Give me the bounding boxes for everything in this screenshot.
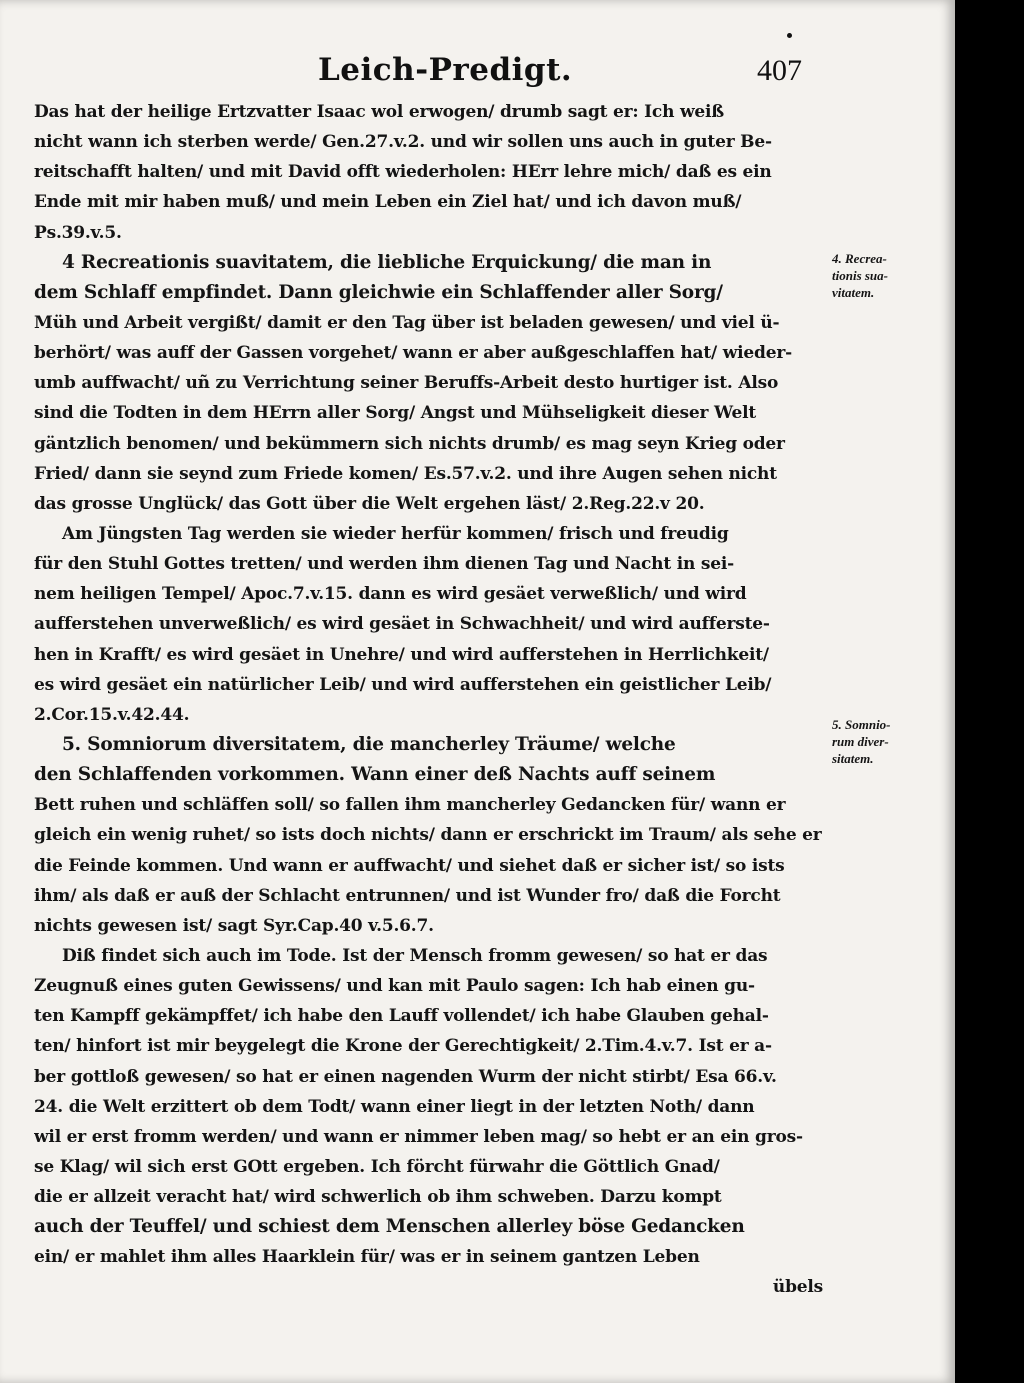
text-line: Bett ruhen und schläffen soll/ so fallen ihm mancherley Gedancken für/ wann er [34, 795, 786, 816]
text-line: auch der Teuffel/ und schiest dem Menschen allerley böse Gedancken [34, 1216, 745, 1238]
text-line: den Schlaffenden vorkommen. Wann einer deß Nachts auff seinem [34, 764, 716, 786]
text-line: die Feinde kommen. Und wann er auffwacht/ und siehet daß er sicher ist/ so ists [34, 855, 785, 876]
catchword: übels [772, 1277, 823, 1298]
text-line: nem heiligen Tempel/ Apoc.7.v.15. dann es wird gesäet verweßlich/ und wird [34, 584, 747, 605]
text-line: gäntzlich benomen/ und bekümmern sich nichts drumb/ es mag seyn Krieg oder [34, 433, 785, 454]
text-line: 4 Recreationis suavitatem, die liebliche Erquickung/ die man in [62, 251, 712, 273]
text-line: ber gottloß gewesen/ so hat er einen nagenden Wurm der nicht stirbt/ Esa 66.v. [34, 1066, 777, 1087]
text-line: Das hat der heilige Ertzvatter Isaac wol erwogen/ drumb sagt er: Ich weiß [34, 102, 724, 122]
text-line: Am Jüngsten Tag werden sie wieder herfür kommen/ frisch und freudig [62, 523, 729, 544]
margin-note-recreationis [832, 250, 932, 301]
margin-note-line: tionis sua- [832, 268, 888, 283]
text-line: aufferstehen unverweßlich/ es wird gesäet in Schwachheit/ und wird aufferste- [34, 614, 770, 635]
text-line: für den Stuhl Gottes tretten/ und werden ihm dienen Tag und Nacht in sei- [34, 554, 734, 575]
text-line: dem Schlaff empfindet. Dann gleichwie ein Schlaffender aller Sorg/ [34, 281, 723, 303]
text-line: se Klag/ wil sich erst GOtt ergeben. Ich förcht fürwahr die Göttlich Gnad/ [34, 1156, 720, 1177]
margin-note-line: 5. Somnio- [832, 717, 891, 732]
text-line: Ps.39.v.5. [34, 222, 122, 243]
text-line: ten Kampff gekämpffet/ ich habe den Lauff vollendet/ ich habe Glauben gehal- [34, 1006, 769, 1027]
text-line: gleich ein wenig ruhet/ so ists doch nichts/ dann er erschrickt im Traum/ als sehe er [34, 825, 822, 846]
text-line: 2.Cor.15.v.42.44. [34, 704, 190, 725]
running-head: Leich-Predigt. [318, 52, 573, 88]
margin-note-line: rum diver- [832, 734, 889, 749]
text-line: nichts gewesen ist/ sagt Syr.Cap.40 v.5.6.7. [34, 915, 434, 936]
text-line: Müh und Arbeit vergißt/ damit er den Tag über ist beladen gewesen/ und viel ü- [34, 312, 780, 333]
page-number: 407 [757, 54, 802, 87]
page-header [0, 52, 955, 92]
text-line: ihm/ als daß er auß der Schlacht entrunnen/ und ist Wunder fro/ daß die Forcht [34, 885, 781, 906]
body-text [34, 97, 829, 1303]
text-line: Zeugnuß eines guten Gewissens/ und kan mit Paulo sagen: Ich hab einen gu- [34, 976, 755, 997]
margin-note-line: sitatem. [832, 751, 874, 766]
margin-note-line: vitatem. [832, 285, 875, 300]
text-line: nicht wann ich sterben werde/ Gen.27.v.2. und wir sollen uns auch in guter Be- [34, 132, 772, 153]
text-line: es wird gesäet ein natürlicher Leib/ und wird aufferstehen ein geistlicher Leib/ [34, 674, 772, 695]
margin-note-line: 4. Recrea- [832, 251, 887, 266]
text-line: sind die Todten in dem HErrn aller Sorg/ Angst und Mühseligkeit dieser Welt [34, 403, 757, 424]
text-line: Fried/ dann sie seynd zum Friede komen/ Es.57.v.2. und ihre Augen sehen nicht [34, 463, 777, 484]
text-line: Diß findet sich auch im Tode. Ist der Mensch fromm gewesen/ so hat er das [62, 945, 768, 966]
text-line: 24. die Welt erzittert ob dem Todt/ wann einer liegt in der letzten Noth/ dann [34, 1096, 755, 1117]
text-line: hen in Krafft/ es wird gesäet in Unehre/ und wird aufferstehen in Herrlichkeit/ [34, 644, 769, 665]
text-line: ein/ er mahlet ihm alles Haarklein für/ was er in seinem gantzen Leben [34, 1247, 700, 1268]
text-line: Ende mit mir haben muß/ und mein Leben ein Ziel hat/ und ich davon muß/ [34, 192, 742, 213]
text-line: 5. Somniorum diversitatem, die mancherley Träume/ welche [62, 733, 676, 755]
text-line: berhört/ was auff der Gassen vorgehet/ wann er aber außgeschlaffen hat/ wieder- [34, 343, 792, 364]
margin-note-somniorum [832, 716, 932, 767]
text-line: das grosse Unglück/ das Gott über die Welt ergehen läst/ 2.Reg.22.v 20. [34, 493, 705, 514]
text-line: die er allzeit veracht hat/ wird schwerlich ob ihm schweben. Darzu kompt [34, 1187, 722, 1208]
text-line: ten/ hinfort ist mir beygelegt die Krone der Gerechtigkeit/ 2.Tim.4.v.7. Ist er a- [34, 1036, 772, 1057]
text-line: umb auffwacht/ uñ zu Verrichtung seiner Beruffs-Arbeit desto hurtiger ist. Also [34, 373, 779, 394]
text-line: reitschafft halten/ und mit David offt wiederholen: HErr lehre mich/ daß es ein [34, 162, 772, 183]
text-line: wil er erst fromm werden/ und wann er nimmer leben mag/ so hebt er an ein gros- [34, 1126, 803, 1147]
ink-dot [787, 33, 792, 38]
